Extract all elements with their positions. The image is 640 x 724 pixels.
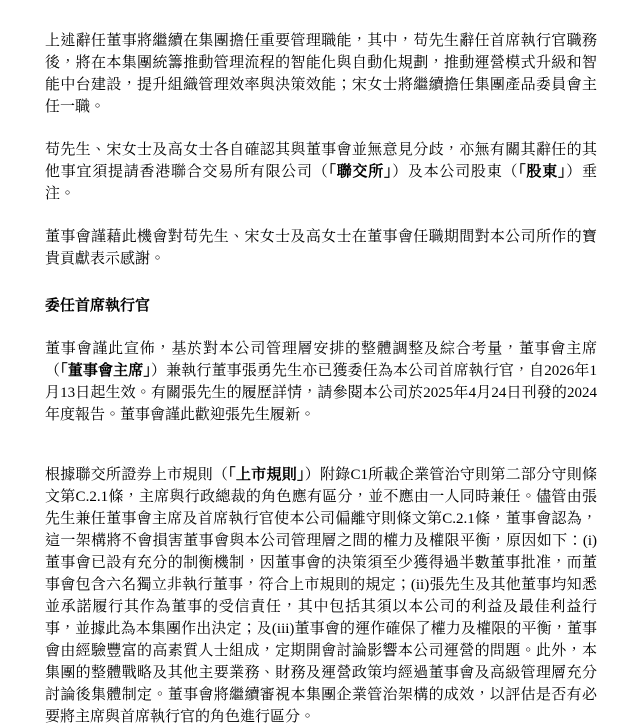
text-segment: 根據聯交所證券上市規則（ [45, 467, 229, 483]
heading-appoint-ceo: 委任首席執行官 [45, 298, 151, 314]
paragraph-no-disagreement [45, 139, 597, 205]
defined-term-listing-rules: 「上市規則」 [228, 467, 305, 483]
paragraph-ceo-appointment [45, 338, 597, 426]
paragraph-gratitude: 董事會謹藉此機會對苟先生、宋女士及高女士在董事會任職期間對本公司所作的寶貴貢獻表示感謝。 [45, 229, 597, 267]
text-segment: 苟先生、宋女士及高女士各自確認其與董事會並無意見分歧，亦無有關其辭任的其他事宜須提請香港聯合交易所有限公司（ [45, 142, 597, 180]
paragraph-continued-roles: 上述辭任董事將繼續在集團擔任重要管理職能，其中，苟先生辭任首席執行官職務後，將在本集團統籌推動管理流程的智能化與自動化規劃，推動運營模式升級和智能中台建設，提升組織管理效率與決策效能；宋女士將繼續擔任集團產品委員會主任一職。 [45, 33, 597, 115]
defined-term-shareholders: 「股東」 [518, 164, 567, 180]
defined-term-board-chairman: 「董事會主席」 [60, 363, 151, 379]
paragraph-corporate-governance [45, 464, 597, 724]
text-segment: 董事會謹此宣佈，基於對本公司管理層安排的整體調整及綜合考量，董事會主席（ [45, 341, 597, 379]
text-segment: ）及本公司股東（ [392, 164, 519, 180]
text-segment: ）附錄C1所載企業管治守則第二部分守則條文第C.2.1條，主席與行政總裁的角色應有區分，並不應由一人同時兼任。儘管由張先生兼任董事會主席及首席執行官使本公司偏離守則條文第C.2.1條，董事會認為，這一架構將不會損害董事會與本公司管理層之間的權力及權限平衡，原因如下：(i)董事會已設有充分的制衡機制，因董事會的決策須至少獲得過半數董事批准，而董事會包含六名獨立非執行董事，符合上市規則的規定；(ii)張先生及其他董事均知悉並承諾履行其作為董事的受信責任，其中包括其須以本公司的利益及最佳利益行事，並據此為本集團作出決定；及(iii)董事會的運作確保了權力及權限的平衡，董事會由經驗豐富的高素質人士組成，定期開會討論影響本公司運營的問題。此外，本集團的整體戰略及其他主要業務、財務及運營政策均經過董事會及高級管理層充分討論後集體制定。董事會將繼續審視本集團企業管治架構的成效，以評估是否有必要將主席與首席執行官的角色進行區分。 [45, 467, 597, 724]
text-segment: ）兼執行董事張勇先生亦已獲委任為本公司首席執行官，自2026年1月13日起生效。有關張先生的履歷詳情，請參閱本公司於2025年4月24日刊發的2024年度報告。董事會謹此歡迎張先生履新。 [45, 363, 597, 423]
defined-term-stock-exchange: 「聯交所」 [328, 164, 393, 180]
text-segment: ）垂注。 [45, 164, 597, 202]
